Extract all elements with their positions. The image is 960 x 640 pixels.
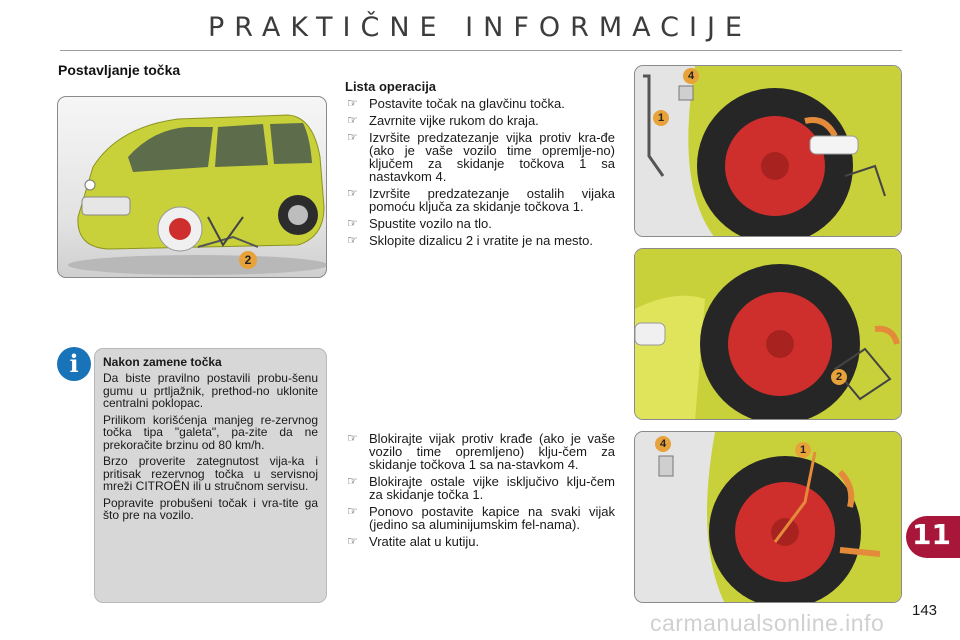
pointing-hand-icon: ☞ [347,130,358,144]
info-paragraph: Popravite probušeni točak i vra-tite ga što pre na vozilo. [103,495,318,522]
info-box [94,348,327,603]
final-step-4: ☞ Vratite alat u kutiju. [347,534,480,549]
jack-label-badge: 2 [831,369,847,385]
extension-label-badge: 4 [655,436,671,452]
pointing-hand-icon: ☞ [347,534,358,548]
step-illustration-tightening [634,65,902,237]
header-divider [60,50,902,51]
car-illustration [57,96,327,278]
operation-step-5: ☞ Spustite vozilo na tlo. [347,216,492,231]
info-paragraph: Prilikom korišćenja manjeg re-zervnog točka tipa "galeta", pa-zite da ne prekoračite brzinu od 80 km/h. [103,412,318,452]
pointing-hand-icon: ☞ [347,474,358,488]
section-title: Postavljanje točka [58,62,181,78]
final-step-2: ☞ Blokirajte ostale vijke isključivo klju-čem za skidanje točka 1. [347,474,615,502]
info-paragraph: Da biste pravilno postavili probu-šenu gumu u prtljažnik, prethod-no uklonite centralni poklopac. [103,371,318,410]
wrench-label-badge: 1 [653,110,669,126]
operation-step-6: ☞ Sklopite dizalicu 2 i vratite je na mesto. [347,233,593,248]
operation-step-1: ☞ Postavite točak na glavčinu točka. [347,96,565,111]
info-box-title: Nakon zamene točka [103,355,222,369]
final-step-3: ☞ Ponovo postavite kapice na svaki vijak (jedino sa aluminijumskim fel-nama). [347,504,615,532]
operation-step-4: ☞ Izvršite predzatezanje ostalih vijaka pomoću ključa za skidanje točkova 1. [347,186,615,214]
pointing-hand-icon: ☞ [347,113,358,127]
final-step-1: ☞ Blokirajte vijak protiv krađe (ako je vaše vozilo time opremljeno) klju-čem za skidanje točkova 1 sa na-stavkom 4. [347,431,615,472]
info-paragraph: Brzo proverite zategnutost vija-ka i pritisak rezervnog točka u servisnoj mreži CITROËN ili u stručnom servisu. [103,454,318,493]
operations-list-title: Lista operacija [345,79,437,94]
step-illustration-lowering [634,248,902,420]
pointing-hand-icon: ☞ [347,233,358,247]
pointing-hand-icon: ☞ [347,216,358,230]
wrench-label-badge: 1 [795,442,811,458]
pointing-hand-icon: ☞ [347,186,358,200]
extension-label-badge: 4 [683,68,699,84]
final-steps-list [345,432,615,552]
operations-list [345,80,615,251]
operation-step-2: ☞ Zavrnite vijke rukom do kraja. [347,113,539,128]
info-icon: i [57,347,91,381]
page-header-title: PRAKTIČNE INFORMACIJE [207,12,752,43]
pointing-hand-icon: ☞ [347,504,358,518]
chapter-number: 11 [912,518,951,551]
jack-label-badge: 2 [239,251,257,269]
pointing-hand-icon: ☞ [347,96,358,110]
operation-step-3: ☞ Izvršite predzatezanje vijka protiv kra-đe (ako je vaše vozilo time opremlje-no) ključem za skidanje točkova 1 sa nastavkom 4. [347,130,615,184]
step-illustration-locking [634,431,902,603]
pointing-hand-icon: ☞ [347,431,358,445]
page-number: 143 [912,602,938,619]
watermark: carmanualsonline.info [650,610,885,636]
